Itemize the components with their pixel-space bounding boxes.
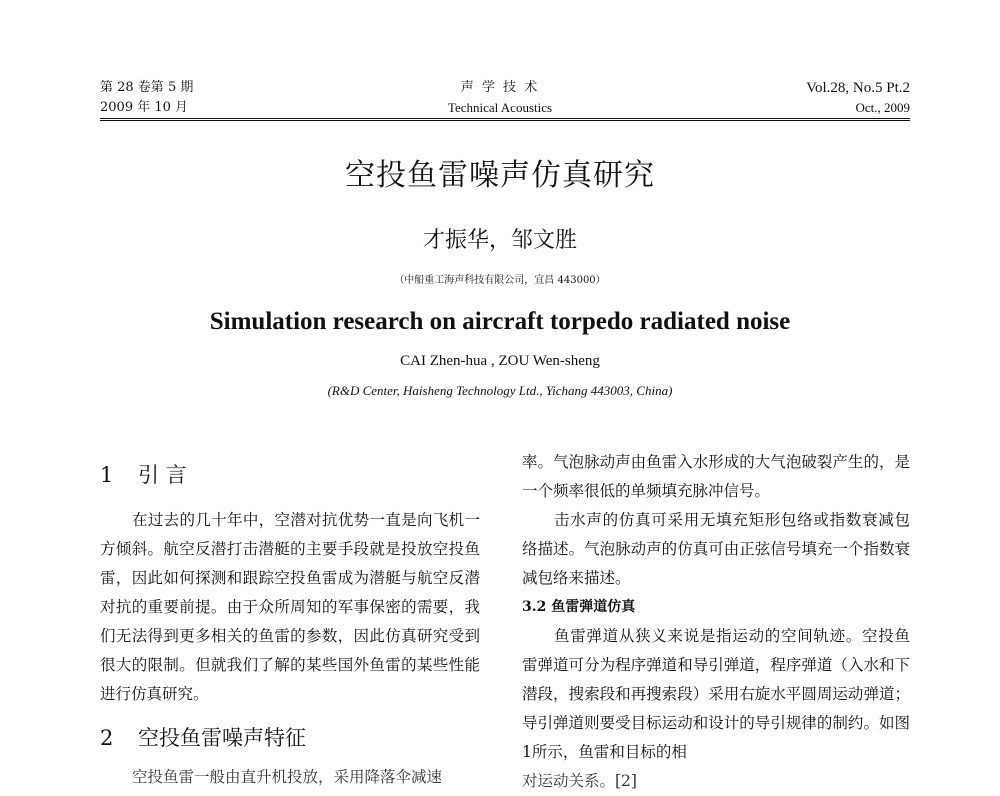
header-rule [100,118,910,121]
affiliation-cn: （中船重工海声科技有限公司，宜昌 443000） [394,275,606,286]
journal-volume-en: Vol.28, No.5 Pt.2 [806,80,910,96]
affiliation-en: (R&D Center, Haisheng Technology Ltd., Yichang 443003, China) [327,383,673,398]
paragraph-cut-off: 对运动关系。[2] [522,772,637,790]
paragraph-simulation: 击水声的仿真可采用无填充矩形包络或指数衰减包络描述。气泡脉动声的仿真可由正弦信号填充一个指数衰减包络来描述。 [522,511,910,587]
journal-name-en: Technical Acoustics [447,100,553,115]
section-title: 引 言 [138,463,187,487]
authors-en: CAI Zhen-hua , ZOU Wen-sheng [400,353,600,369]
paper-title-cn: 空投鱼雷噪声仿真研究 [345,158,655,193]
section-heading-2 [100,721,480,755]
paragraph-introduction: 在过去的几十年中，空潜对抗优势一直是向飞机一方倾斜。航空反潜打击潜艇的主要手段就是投放空投鱼雷，因此如何探测和跟踪空投鱼雷成为潜艇与航空反潜对抗的重要前提。由于众所周知的军事保密的需要，我们无法得到更多相关的鱼雷的参数，因此仿真研究受到很大的限制。但就我们了解的某些国外鱼雷的某些性能进行仿真研究。 [100,511,480,703]
section-number: 1 [100,463,114,487]
journal-volume-issue: 第 28 卷第 5 期 [100,80,194,95]
left-column [100,458,480,792]
paragraph-cut-off: 空投鱼雷一般由直升机投放，采用降落伞减速 [132,768,443,786]
paragraph-trajectory: 鱼雷弹道从狭义来说是指运动的空间轨迹。空投鱼雷弹道可分为程序弹道和导引弹道，程序弹道（入水和下潜段，搜索段和再搜索段）采用右旋水平圆周运动弹道；导引弹道则要受目标运动和设计的导引规律的制约。如图1所示，鱼雷和目标的相 [522,627,910,761]
paragraph-continued: 率。气泡脉动声由鱼雷入水形成的大气泡破裂产生的，是一个频率很低的单频填充脉冲信号。 [522,453,910,500]
section-number: 2 [100,726,114,750]
journal-date-en: Oct., 2009 [855,100,910,115]
right-column [522,448,910,796]
journal-date-cn: 2009 年 10 月 [100,100,189,115]
journal-name-cn: 声 学 技 术 [460,80,540,95]
paper-title-en: Simulation research on aircraft torpedo radiated noise [209,308,791,335]
section-title: 空投鱼雷噪声特征 [138,726,306,750]
subsection-heading: 3.2 鱼雷弹道仿真 [522,599,636,615]
authors-cn: 才振华，邹文胜 [422,228,577,253]
section-heading-1 [100,458,480,492]
